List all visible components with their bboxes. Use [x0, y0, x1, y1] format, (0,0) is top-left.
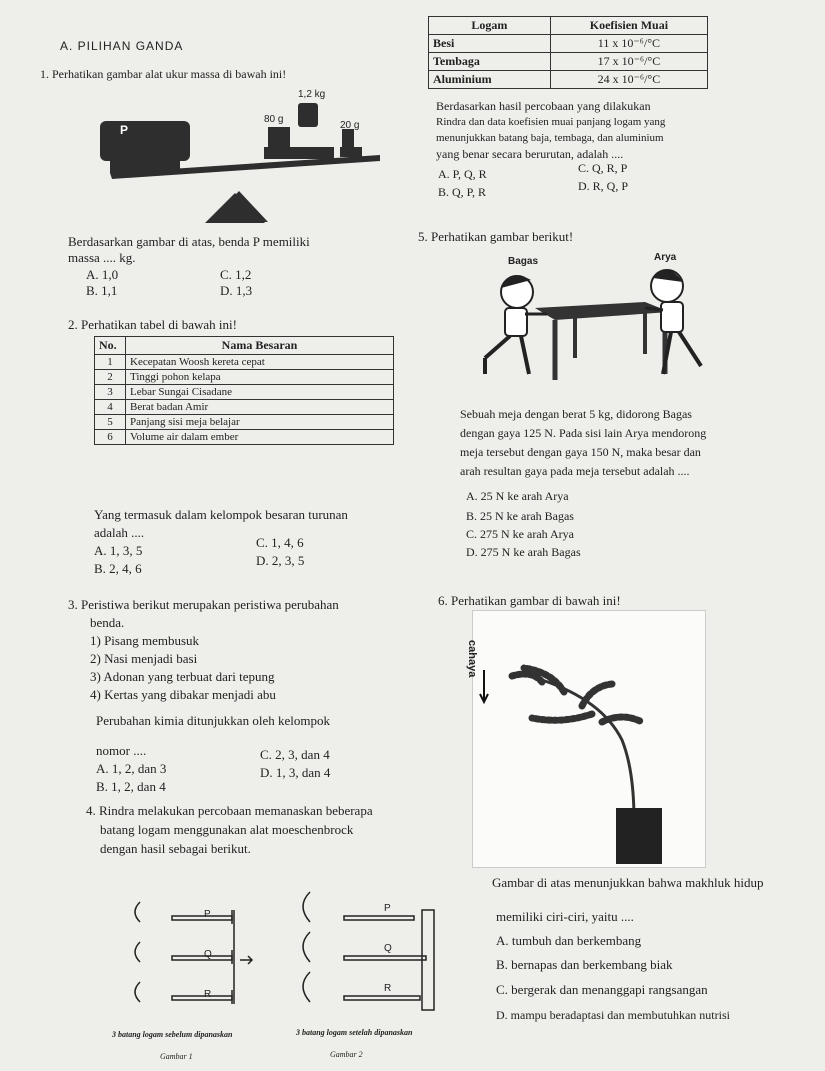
q3-option-d[interactable]: D. 1, 3, dan 4 — [260, 765, 331, 780]
q3-option-a[interactable]: A. 1, 2, dan 3 — [96, 761, 167, 776]
plant-bending-illustration — [472, 610, 704, 866]
q3-item-3: 3) Adonan yang terbuat dari tepung — [90, 669, 275, 684]
q5-option-b[interactable]: B. 25 N ke arah Bagas — [466, 509, 574, 523]
q3-option-c[interactable]: C. 2, 3, dan 4 — [260, 747, 330, 762]
q3-item-1: 1) Pisang membusuk — [90, 633, 200, 648]
q2-option-d[interactable]: D. 2, 3, 5 — [256, 553, 305, 568]
q2-line1: Yang termasuk dalam kelompok besaran turunan — [94, 507, 348, 522]
q3-ask-line2: nomor .... — [96, 743, 147, 758]
weight-label-3: 20 g — [340, 120, 360, 131]
q6-option-a[interactable]: A. tumbuh dan berkembang — [496, 933, 642, 948]
q2-line2: adalah .... — [94, 525, 145, 540]
table-cell: Tinggi pohon kelapa — [126, 370, 394, 385]
q1-line2: massa .... kg. — [68, 250, 136, 265]
table-row — [95, 415, 394, 430]
col-header-metal: Logam — [429, 17, 551, 35]
moeschenbrock-figure — [110, 880, 450, 1030]
table-cell: 3 — [95, 385, 126, 400]
weight-label-2: 80 g — [264, 114, 284, 125]
q5-text1: Sebuah meja dengan berat 5 kg, didorong Bagas — [460, 407, 692, 421]
figure-2-caption: 3 batang logam setelah dipanaskan — [296, 1028, 413, 1037]
q5-text4: arah resultan gaya pada meja tersebut adalah .... — [460, 464, 690, 478]
table-cell: 4 — [95, 400, 126, 415]
q6-stem: 6. Perhatikan gambar di bawah ini! — [438, 593, 621, 608]
pushing-table-illustration — [455, 262, 715, 392]
table-row — [95, 400, 394, 415]
name-bagas: Bagas — [508, 256, 539, 267]
bar-label-p1: P — [204, 909, 211, 920]
table-cell: 5 — [95, 415, 126, 430]
q4-text3: menunjukkan batang baja, tembaga, dan aluminium — [436, 132, 664, 144]
table-cell: 24 x 10⁻⁶/°C — [550, 71, 707, 89]
quantity-table — [94, 336, 394, 445]
q1-option-b[interactable]: B. 1,1 — [86, 283, 118, 298]
balance-scale-figure — [90, 95, 390, 235]
q4-text2: Rindra dan data koefisien muai panjang logam yang — [436, 116, 666, 128]
table-row — [95, 355, 394, 370]
q6-text1: Gambar di atas menunjukkan bahwa makhluk hidup — [492, 875, 764, 890]
bar-label-r2: R — [384, 983, 392, 994]
q3-item-2: 2) Nasi menjadi basi — [90, 651, 198, 666]
bar-label-p2: P — [384, 903, 391, 914]
table-row — [429, 71, 708, 89]
q1-option-d[interactable]: D. 1,3 — [220, 283, 253, 298]
name-arya: Arya — [654, 252, 677, 263]
object-p-label: P — [120, 123, 129, 137]
table-cell: Lebar Sungai Cisadane — [126, 385, 394, 400]
q3-line1: 3. Peristiwa berikut merupakan peristiwa perubahan — [68, 597, 339, 612]
col-header-no: No. — [95, 337, 126, 355]
table-row — [429, 53, 708, 71]
q6-option-d[interactable]: D. mampu beradaptasi dan membutuhkan nutrisi — [496, 1008, 730, 1022]
q3-ask-line1: Perubahan kimia ditunjukkan oleh kelompok — [96, 713, 330, 728]
q3-line2: benda. — [90, 615, 125, 630]
col-header-name: Nama Besaran — [126, 337, 394, 355]
q2-option-a[interactable]: A. 1, 3, 5 — [94, 543, 143, 558]
section-title: A. PILIHAN GANDA — [60, 39, 184, 53]
q6-option-b[interactable]: B. bernapas dan berkembang biak — [496, 957, 673, 972]
q4-option-c[interactable]: C. Q, R, P — [578, 161, 628, 175]
q4-line1: 4. Rindra melakukan percobaan memanaskan beberapa — [86, 803, 373, 818]
q4-option-a[interactable]: A. P, Q, R — [438, 167, 487, 181]
q1-stem: 1. Perhatikan gambar alat ukur massa di bawah ini! — [40, 67, 287, 81]
q1-option-a[interactable]: A. 1,0 — [86, 267, 119, 282]
table-cell: 1 — [95, 355, 126, 370]
q5-option-d[interactable]: D. 275 N ke arah Bagas — [466, 545, 581, 559]
figure-1-label: Gambar 1 — [160, 1052, 193, 1061]
table-cell: Volume air dalam ember — [126, 430, 394, 445]
q5-option-c[interactable]: C. 275 N ke arah Arya — [466, 527, 574, 541]
weight-label-1: 1,2 kg — [298, 89, 326, 100]
q1-option-c[interactable]: C. 1,2 — [220, 267, 252, 282]
table-cell: 6 — [95, 430, 126, 445]
q2-stem: 2. Perhatikan tabel di bawah ini! — [68, 317, 237, 332]
q3-item-4: 4) Kertas yang dibakar menjadi abu — [90, 687, 276, 702]
table-cell: Tembaga — [429, 53, 551, 71]
q5-stem: 5. Perhatikan gambar berikut! — [418, 229, 574, 244]
bar-label-r1: R — [204, 989, 212, 1000]
table-cell: Besi — [429, 35, 551, 53]
table-cell: Aluminium — [429, 71, 551, 89]
table-cell: Berat badan Amir — [126, 400, 394, 415]
expansion-coefficient-table — [428, 16, 708, 89]
table-cell: Panjang sisi meja belajar — [126, 415, 394, 430]
q2-option-c[interactable]: C. 1, 4, 6 — [256, 535, 304, 550]
table-cell: 11 x 10⁻⁶/°C — [550, 35, 707, 53]
q4-line3: dengan hasil sebagai berikut. — [100, 841, 251, 856]
table-header-row — [95, 337, 394, 355]
table-row — [95, 370, 394, 385]
q4-option-d[interactable]: D. R, Q, P — [578, 179, 629, 193]
q4-text1: Berdasarkan hasil percobaan yang dilakukan — [436, 99, 651, 113]
q2-option-b[interactable]: B. 2, 4, 6 — [94, 561, 142, 576]
table-row — [95, 385, 394, 400]
bar-label-q2: Q — [384, 943, 392, 954]
table-row — [429, 35, 708, 53]
q5-text3: meja tersebut dengan gaya 150 N, maka besar dan — [460, 445, 701, 459]
q4-line2: batang logam menggunakan alat moeschenbrock — [100, 822, 354, 837]
table-cell: 17 x 10⁻⁶/°C — [550, 53, 707, 71]
q1-line1: Berdasarkan gambar di atas, benda P memiliki — [68, 234, 310, 249]
table-cell: Kecepatan Woosh kereta cepat — [126, 355, 394, 370]
light-label: cahaya — [466, 640, 478, 678]
q4-option-b[interactable]: B. Q, P, R — [438, 185, 487, 199]
table-row — [95, 430, 394, 445]
q6-option-c[interactable]: C. bergerak dan menanggapi rangsangan — [496, 982, 708, 997]
q4-text4: yang benar secara berurutan, adalah .... — [436, 147, 624, 161]
figure-1-caption: 3 batang logam sebelum dipanaskan — [112, 1030, 233, 1039]
q6-text2: memiliki ciri-ciri, yaitu .... — [496, 909, 634, 924]
q5-text2: dengan gaya 125 N. Pada sisi lain Arya mendorong — [460, 426, 707, 440]
q5-option-a[interactable]: A. 25 N ke arah Arya — [466, 489, 569, 503]
table-header-row — [429, 17, 708, 35]
q3-option-b[interactable]: B. 1, 2, dan 4 — [96, 779, 166, 794]
col-header-coefficient: Koefisien Muai — [550, 17, 707, 35]
bar-label-q1: Q — [204, 949, 212, 960]
figure-2-label: Gambar 2 — [330, 1050, 363, 1059]
table-cell: 2 — [95, 370, 126, 385]
